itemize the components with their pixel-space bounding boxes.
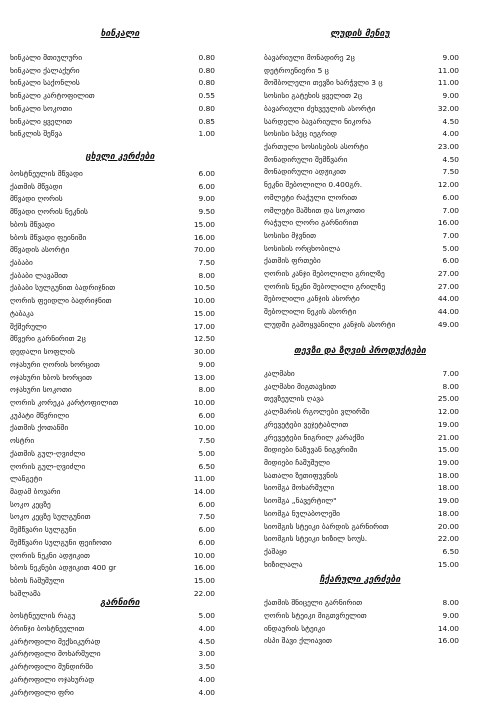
section-title: ხინკალი (100, 29, 140, 39)
menu-item-name: ინდაურის სტეიკი (264, 623, 326, 633)
menu-item-name: დედალი სოფლის (10, 347, 75, 357)
menu-item-name: კალმარის რგოლები ვლირში (264, 407, 370, 417)
menu-item-name: ღორის კორეკა კარტოფილით (10, 397, 119, 407)
menu-item-price: 49.00 (437, 319, 459, 329)
menu-item-name: ღორის კანჯი შებოლილი გრილზე (264, 269, 385, 279)
menu-item-name: შებოლილი კანჯის ასორტი (264, 294, 360, 304)
menu-item-name: ისპი შავი ქლიავით (264, 636, 332, 646)
menu-item-price: 15.00 (193, 219, 215, 229)
menu-item-price: 6.00 (198, 181, 215, 191)
menu-item-name: სოსისი სპეც იეგრიდ (264, 129, 337, 139)
menu-item-name: ღორის სტეიკი მიგთვრელით (264, 610, 367, 620)
menu-item-name: სიომგის სტეიკი ხიზილ სოუს. (264, 534, 368, 544)
menu-item-price: 8.00 (198, 270, 215, 280)
menu-item-name: მონადირული ადჟიკით (264, 167, 346, 177)
menu-item-name: დეტროენიერი 5 ც (264, 65, 329, 75)
section-title: თევზი და ზღვის პროდუქტები (294, 346, 426, 356)
menu-item-name: ნეკნი შებოლილი 0.400გრ. (264, 180, 363, 190)
menu-item-name: ხინკალი სოკოთი (10, 103, 73, 113)
menu-item-name: ბოსტნეულის რაგუ (10, 611, 76, 620)
menu-item-name: ქაბაბი სულგუნით ბადრიჯნით (10, 283, 116, 293)
menu-item-name: კუპატი მწვრილი (10, 410, 70, 420)
menu-item-price: 14.00 (193, 487, 215, 496)
menu-item-name: ლანგეტი (10, 474, 43, 484)
menu-item-name: ქათმის მწვადი (10, 181, 63, 191)
menu-item-price: 7.50 (198, 436, 215, 446)
menu-item-name: ბოსტნეულის მწვადი (10, 169, 83, 178)
menu-item-name: ქათმის გულ-ღვიძლი (10, 448, 86, 458)
menu-item-name: კარტოფილი ფრი (10, 687, 74, 697)
menu-item-name: ღორის ნეკნი შებოლილი გრილზე (264, 281, 386, 291)
menu-item-price: 8.00 (442, 598, 459, 607)
menu-item-price: 0.55 (198, 91, 215, 101)
menu-item-name: მოშბოლელი თევზი ხარჭვლი 3 ც (264, 78, 383, 88)
menu-item-name: ქაბაბი (10, 258, 33, 268)
menu-item-name: სიომგა ნულაბოლეში (264, 508, 341, 518)
menu-item-price: 22.00 (193, 588, 215, 598)
menu-item-name: კარტოფილი მოხარშული (10, 649, 101, 659)
menu-item-price: 0.80 (198, 103, 215, 113)
menu-item-price: 30.00 (193, 347, 215, 357)
menu-item-price: 12.50 (193, 334, 215, 344)
menu-item-price: 18.00 (437, 483, 459, 493)
menu-item-name: ტაბაკა (10, 308, 34, 318)
menu-item-price: 4.00 (198, 623, 215, 633)
menu-item-price: 8.00 (198, 385, 215, 395)
menu-item-price: 19.00 (437, 458, 459, 468)
menu-item-name: შქმერული (10, 321, 47, 331)
menu-item-price: 0.80 (198, 78, 215, 88)
menu-item-name: მიდიები ჩაშუშული (264, 458, 330, 468)
menu-item-name: ბავარიული მონადირე 2ც (264, 53, 355, 62)
menu-item-price: 14.00 (437, 623, 459, 633)
menu-item-name: ხიზილალა (264, 559, 303, 569)
menu-item-name: სოკო კეცზე სულგუნით (10, 512, 91, 522)
menu-item-name: ოჯახური სოკოთი (10, 385, 72, 395)
menu-item-name: ხინკალი ქალაქური (10, 65, 80, 75)
menu-item-name: ქათმის ქოთანში (10, 423, 69, 433)
menu-item-name: კარტოფილი მექსიკურად (10, 636, 101, 646)
menu-item-name: ხინკალი კარტოფილით (10, 91, 95, 101)
menu-item-price: 9.00 (442, 91, 459, 101)
menu-item-price: 6.50 (198, 461, 215, 471)
menu-item-price: 15.00 (437, 559, 459, 569)
menu-item-price: 4.00 (198, 687, 215, 697)
menu-item-name: ღორის ნეკნი ადჟიკით (10, 550, 90, 560)
menu-item-price: 7.50 (442, 167, 459, 177)
menu-item-price: 27.00 (437, 269, 459, 279)
menu-item-price: 7.00 (442, 230, 459, 240)
menu-item-price: 6.50 (442, 547, 459, 557)
menu-item-name: კალმახი (264, 369, 295, 378)
menu-item-price: 3.50 (198, 662, 215, 672)
menu-item-price: 12.00 (437, 180, 459, 190)
menu-item-price: 16.00 (437, 218, 459, 228)
menu-item-price: 11.00 (193, 474, 215, 484)
menu-item-price: 6.00 (442, 256, 459, 266)
menu-item-price: 5.00 (198, 611, 215, 620)
menu-item-name: ხინკალი მთიულური (10, 53, 83, 62)
menu-item-price: 11.00 (437, 65, 459, 75)
menu-item-price: 6.00 (198, 169, 215, 178)
menu-item-price: 6.00 (198, 525, 215, 535)
menu-item-price: 19.00 (437, 419, 459, 429)
menu-item-name: ხბოს მწვადი (10, 219, 55, 229)
menu-item-price: 7.00 (442, 369, 459, 378)
menu-item-price: 16.00 (437, 636, 459, 646)
menu-item-name: ხაშლამა (10, 588, 41, 598)
menu-item-name: რაჭული ლორი გარნირით (264, 218, 359, 228)
menu-item-price: 4.50 (198, 636, 215, 646)
menu-item-price: 5.00 (198, 448, 215, 458)
menu-item-price: 6.00 (198, 499, 215, 509)
menu-item-price: 17.00 (193, 321, 215, 331)
menu-item-name: ქათმის შნიცელი გარნირით (264, 598, 363, 607)
menu-item-price: 0.80 (198, 53, 215, 62)
menu-item-price: 32.00 (437, 103, 459, 113)
menu-item-price: 12.00 (437, 407, 459, 417)
menu-item-name: შებოლილი ნეკის ასორტი (264, 307, 357, 317)
menu-item-name: ხბოს მწვადი ფეინიში (10, 232, 87, 242)
menu-item-price: 16.00 (193, 563, 215, 573)
menu-item-price: 19.00 (437, 496, 459, 506)
menu-item-name: თევზეულის ღავა (264, 394, 324, 404)
menu-item-name: მწვადი ღორის (10, 194, 63, 204)
menu-item-name: მონადირული შემწვარი (264, 154, 348, 164)
menu-item-name: კალმახი მიგთავსით (264, 381, 337, 391)
menu-item-name: მწვერი გარნირით 2ც (10, 334, 86, 344)
menu-item-price: 16.00 (193, 232, 215, 242)
menu-item-name: ქათმის ფრთები (264, 256, 321, 266)
menu-item-name: მიდიები ნაზუვან ნიგვრიში (264, 445, 358, 455)
menu-item-name: ხინკალი საქონლის (10, 78, 80, 88)
menu-item-name: სოსისი გატეხის ყველით 2ც (264, 91, 363, 101)
menu-item-name: სოკო კეცზე (10, 499, 51, 509)
menu-item-price: 7.50 (198, 512, 215, 522)
menu-item-price: 9.00 (198, 194, 215, 204)
menu-item-price: 13.00 (193, 372, 215, 382)
menu-item-name: სიომგა მოხარშული (264, 483, 335, 493)
menu-item-name: მწვადი ღორის ნეკნის (10, 207, 88, 217)
menu-item-name: მწვადის ასორტი (10, 245, 70, 255)
menu-item-price: 44.00 (437, 307, 459, 317)
menu-item-price: 5.00 (442, 243, 459, 253)
section-title: ჩქარული კერძები (319, 575, 401, 585)
menu-item-name: ღორის გულ-ღვიძლი (10, 461, 86, 471)
menu-item-name: ქაშაყი (264, 547, 287, 557)
menu-item-name: ქაბაბი ლავაშით (10, 270, 68, 280)
menu-item-name: ხბოს ნეკნები ადჟიკით 400 gr (10, 563, 117, 573)
menu-item-name: კრევეტები ნიგრილ კარაქში (264, 432, 365, 442)
menu-item-price: 10.00 (193, 423, 215, 433)
menu-item-price: 11.00 (437, 78, 459, 88)
menu-item-name: სიომგის სტეიკი ბარდის გარნირით (264, 521, 389, 531)
menu-item-price: 27.00 (437, 281, 459, 291)
menu-item-price: 7.00 (442, 205, 459, 215)
menu-item-name: ომლეტი შაშხით და სოკოთი (264, 205, 365, 215)
menu-item-price: 3.00 (198, 649, 215, 659)
menu-item-price: 6.00 (198, 410, 215, 420)
menu-item-price: 4.00 (442, 129, 459, 139)
menu-item-name: ხინკლის შეწვა (10, 129, 63, 139)
menu-item-price: 15.00 (437, 445, 459, 455)
menu-item-name: მადამ ბოვარი (10, 487, 61, 496)
menu-item-name: ომლეტი რაჭული ლორით (264, 192, 357, 202)
menu-item-price: 70.00 (193, 245, 215, 255)
section-title: ცხელი კერძები (85, 152, 155, 162)
menu-item-name: შემწვარი სულგუნი (10, 525, 77, 535)
menu-item-price: 7.50 (198, 258, 215, 268)
menu-item-price: 4.00 (198, 675, 215, 684)
menu-item-price: 15.00 (193, 576, 215, 586)
menu-item-price: 9.00 (442, 53, 459, 62)
menu-item-price: 10.00 (193, 550, 215, 560)
menu-item-price: 1.00 (198, 129, 215, 139)
menu-item-price: 44.00 (437, 294, 459, 304)
menu-item-name: სიომგა „ნავერტილ" (264, 496, 337, 506)
menu-item-price: 0.80 (198, 65, 215, 75)
menu-item-name: ოჯახური ხბოს ხორცით (10, 372, 92, 382)
menu-item-price: 0.85 (198, 116, 215, 126)
menu-item-price: 21.00 (437, 432, 459, 442)
menu-item-price: 10.50 (193, 283, 215, 293)
menu-item-price: 18.00 (437, 470, 459, 480)
menu-item-name: სოსისის ორცხობილა (264, 243, 341, 253)
section-title: ლუდის მენიუ (330, 29, 390, 39)
menu-item-price: 9.50 (198, 207, 215, 217)
menu-item-name: ხინკალი ყველით (10, 116, 73, 126)
menu-item-name: სარდელი ბავარიული ნიკორა (264, 116, 371, 126)
menu-item-price: 23.00 (437, 141, 459, 151)
menu-item-price: 8.00 (442, 381, 459, 391)
menu-item-name: კრევეტები ვეჯეტაბლით (264, 419, 349, 429)
menu-item-price: 25.00 (437, 394, 459, 404)
menu-item-price: 6.00 (442, 192, 459, 202)
menu-item-name: ოჯახური ღორის ხორცით (10, 359, 100, 369)
menu-item-name: ბავარიული ძეხვეულის ასორტი (264, 103, 376, 113)
menu-item-price: 15.00 (193, 308, 215, 318)
menu-item-price: 4.50 (442, 116, 459, 126)
menu-item-price: 10.00 (193, 397, 215, 407)
menu-item-name: კარტოფილი ოჯახურად (10, 675, 95, 684)
menu-item-price: 4.50 (442, 154, 459, 164)
section-title: გარნირი (100, 598, 140, 608)
menu-item-name: ქართული სოსისების ასორტი (264, 141, 369, 151)
menu-item-name: ლუდში გამოყვანილი კანჯის ასორტი (264, 319, 396, 329)
menu-item-price: 20.00 (437, 521, 459, 531)
menu-item-price: 9.00 (198, 359, 215, 369)
menu-item-name: ღორის ფეიდლი ბადრიჯნით (10, 296, 112, 306)
menu-item-name: სათალი ზეთიფუვნის (264, 470, 338, 480)
menu-item-price: 6.00 (198, 537, 215, 547)
menu-item-price: 22.00 (437, 534, 459, 544)
menu-item-price: 18.00 (437, 508, 459, 518)
menu-item-price: 9.00 (442, 610, 459, 620)
menu-item-price: 10.00 (193, 296, 215, 306)
menu-item-name: კარტოფილი მუნდირში (10, 662, 94, 672)
menu-item-name: შემწვარი სულგუნი ფეიჩოთი (10, 537, 112, 547)
menu-item-name: სოსისი მჯვნით (264, 230, 317, 240)
menu-item-name: ხბოს ჩაშუშული (10, 576, 65, 586)
menu-item-name: ბრინჯი ბოსტნეულით (10, 623, 85, 633)
menu-item-name: ოსტრი (10, 436, 35, 446)
